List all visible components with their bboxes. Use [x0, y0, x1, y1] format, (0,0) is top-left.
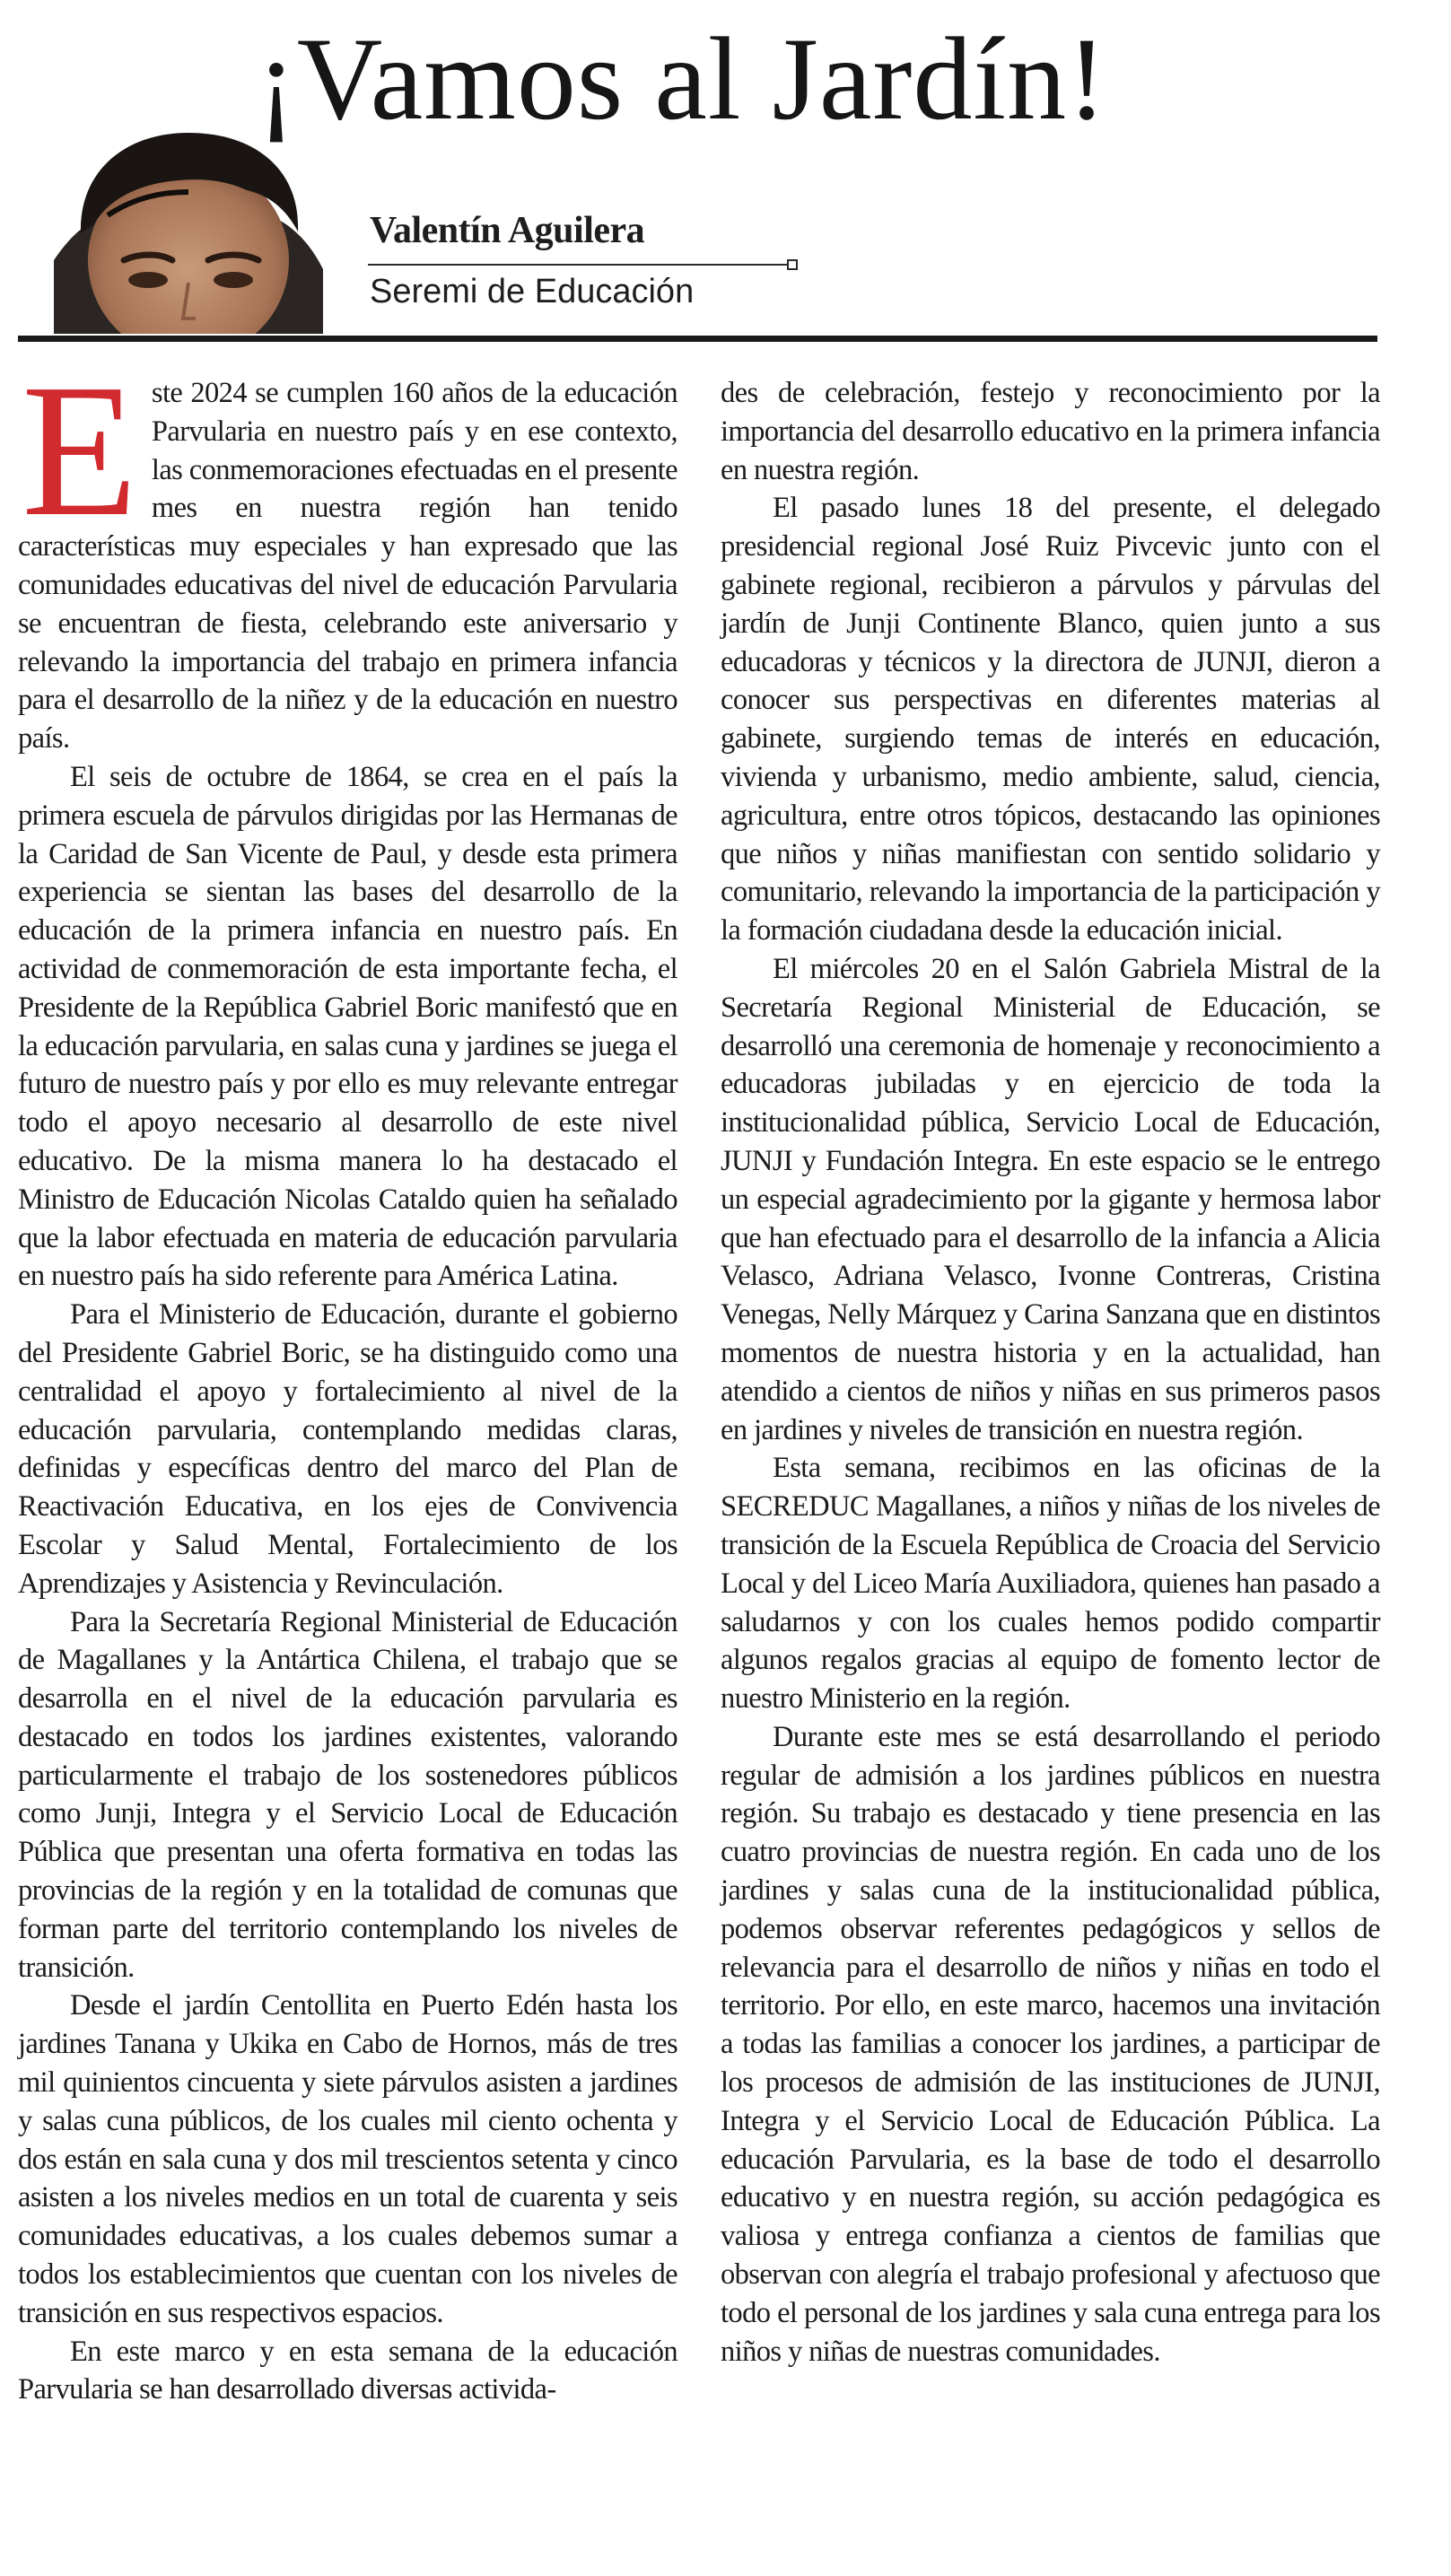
drop-cap: E — [22, 345, 137, 555]
paragraph: El pasado lunes 18 del presente, el delegado presidencial regional José Ruiz Pivcevic junto con el gabinete regional, recibieron a párvulos y párvulas del jardín de Junji Continente Blanco, quien junto a sus educadoras y técnicos y la directora de JUNJI, dieron a conocer sus perspectivas en diferentes materias al gabinete, surgiendo temas de interés en educación, vivienda y urbanismo, medio ambiente, salud, ciencia, agricultura, entre otros tópicos, destacando las opiniones que niños y niñas manifiestan con sentido solidario y comunitario, relevando la importancia de la participación y la formación ciudadana desde la educación inicial. — [721, 492, 1380, 947]
paragraph: Para el Ministerio de Educación, durante el gobierno del Presidente Gabriel Boric, se ha distinguido como una centralidad el apoyo y fortalecimiento al nivel de la educación parvularia, contemplando medidas claras, definidas y específicas dentro del marco del Plan de Reactivación Educativa, en los ejes de Convivencia Escolar y Salud Mental, Fortalecimiento de los Aprendizajes y Asistencia y Revinculación. — [18, 1298, 677, 1600]
paragraph: El miércoles 20 en el Salón Gabriela Mistral de la Secretaría Regional Ministerial de Educación, se desarrolló una ceremonia de homenaje y reconocimiento a educadoras jubiladas y en ejercicio de toda la institucionalidad pública, Servicio Local de Educación, JUNJI y Fundación Integra. En este espacio se le entrego un especial agradecimiento por la gigante y hermosa labor que han efectuado para el desarrollo de la infancia a Alicia Velasco, Adriana Velasco, Ivonne Contreras, Cristina Venegas, Nelly Márquez y Carina Sanzana que en distintos momentos de nuestra historia y en la actualidad, han atendido a cientos de niños y niñas en sus primeros pasos en jardines y niveles de transición en nuestra región. — [721, 952, 1380, 1446]
author-name: Valentín Aguilera — [370, 210, 645, 251]
paragraph: Esta semana, recibimos en las oficinas de la SECREDUC Magallanes, a niños y niñas de los niveles de transición de la Escuela República de Croacia del Servicio Local y del Liceo María Auxiliadora, quienes han pasado a saludarnos y con los cuales hemos podido compartir algunos regalos gracias al equipo de fomento lector de nuestro Ministerio en la región. — [721, 1452, 1380, 1716]
author-role: Seremi de Educación — [370, 273, 695, 310]
paragraph: En este marco y en esta semana de la educación Parvularia se han desarrollado diversas activida- — [18, 2335, 677, 2406]
paragraph: Para la Secretaría Regional Ministerial de Educación de Magallanes y la Antártica Chilena, el trabajo que se desarrolla en el nivel de la educación parvularia es destacado en todos los jardines existentes, valorando particularmente el trabajo de los sostenedores públicos como Junji, Integra y el Servicio Local de Educación Pública que presentan una oferta formativa en todas las provincias de la región y en la totalidad de comunas que forman parte del territorio contemplando los niveles de transición. — [18, 1605, 677, 1984]
paragraph: Este 2024 se cumplen 160 años de la educación Parvularia en nuestro país y en ese contexto, las conmemoraciones efectuadas en el presente mes en nuestra región han tenido características muy especiales y han expresado que las comunidades educativas del nivel de educación Parvularia se encuentran de fiesta, celebrando este aniversario y relevando la importancia del trabajo en primera infancia para el desarrollo de la niñez y de la educación en nuestro país. — [18, 345, 677, 755]
author-divider — [368, 264, 790, 266]
article-title: ¡Vamos al Jardín! — [256, 13, 1108, 144]
article-column-left — [18, 345, 677, 2409]
paragraph: Desde el jardín Centollita en Puerto Edén hasta los jardines Tanana y Ukika en Cabo de Hornos, más de tres mil quinientos cincuenta y siete párvulos asisten a jardines y salas cuna públicos, de los cuales mil ciento ochenta y dos están en sala cuna y dos mil trescientos setenta y cinco asisten a los niveles medios en un total de cuarenta y seis comunidades educativas, a los cuales debemos sumar a todos los establecimientos que cuentan con los niveles de transición en sus respectivos espacios. — [18, 1989, 677, 2329]
article-column-right — [721, 374, 1380, 2371]
header-rule — [18, 336, 1377, 342]
author-photo — [54, 126, 323, 334]
paragraph: El seis de octubre de 1864, se crea en el país la primera escuela de párvulos dirigidas por las Hermanas de la Caridad de San Vicente de Paul, y desde esta primera experiencia se sientan las bases del desarrollo de la educación de la primera infancia en nuestro país. En actividad de conmemoración de esta importante fecha, el Presidente de la República Gabriel Boric manifestó que en la educación parvularia, en salas cuna y jardines se juega el futuro de nuestro país y por ello es muy relevante entregar todo el apoyo necesario al desarrollo de este nivel educativo. De la misma manera lo ha destacado el Ministro de Educación Nicolas Cataldo quien ha señalado que la labor efectuada en materia de educación parvularia en nuestro país ha sido referente para América Latina. — [18, 760, 677, 1293]
paragraph: Durante este mes se está desarrollando el periodo regular de admisión a los jardines públicos en nuestra región. Su trabajo es destacado y tiene presencia en las cuatro provincias de nuestra región. En cada uno de los jardines y salas cuna de la institucionalidad pública, podemos observar referentes pedagógicos y sellos de relevancia para el desarrollo de niños y niñas en todo el territorio. Por ello, en este marco, hacemos una invitación a todas las familias a conocer los jardines, a participar de los procesos de admisión de las instituciones de JUNJI, Integra y el Servicio Local de Educación Pública. La educación Parvularia, es la base de todo el desarrollo educativo y en nuestra región, su acción pedagógica es valiosa y entrega confianza a cientos de familias que observan con alegría el trabajo profesional y afectuoso que todo el personal de los jardines y sala cuna entrega para los niños y niñas de nuestras comunidades. — [721, 1720, 1380, 2368]
author-divider-end — [787, 259, 798, 270]
paragraph: des de celebración, festejo y reconocimiento por la importancia del desarrollo educativo en la primera infancia en nuestra región. — [721, 377, 1380, 486]
